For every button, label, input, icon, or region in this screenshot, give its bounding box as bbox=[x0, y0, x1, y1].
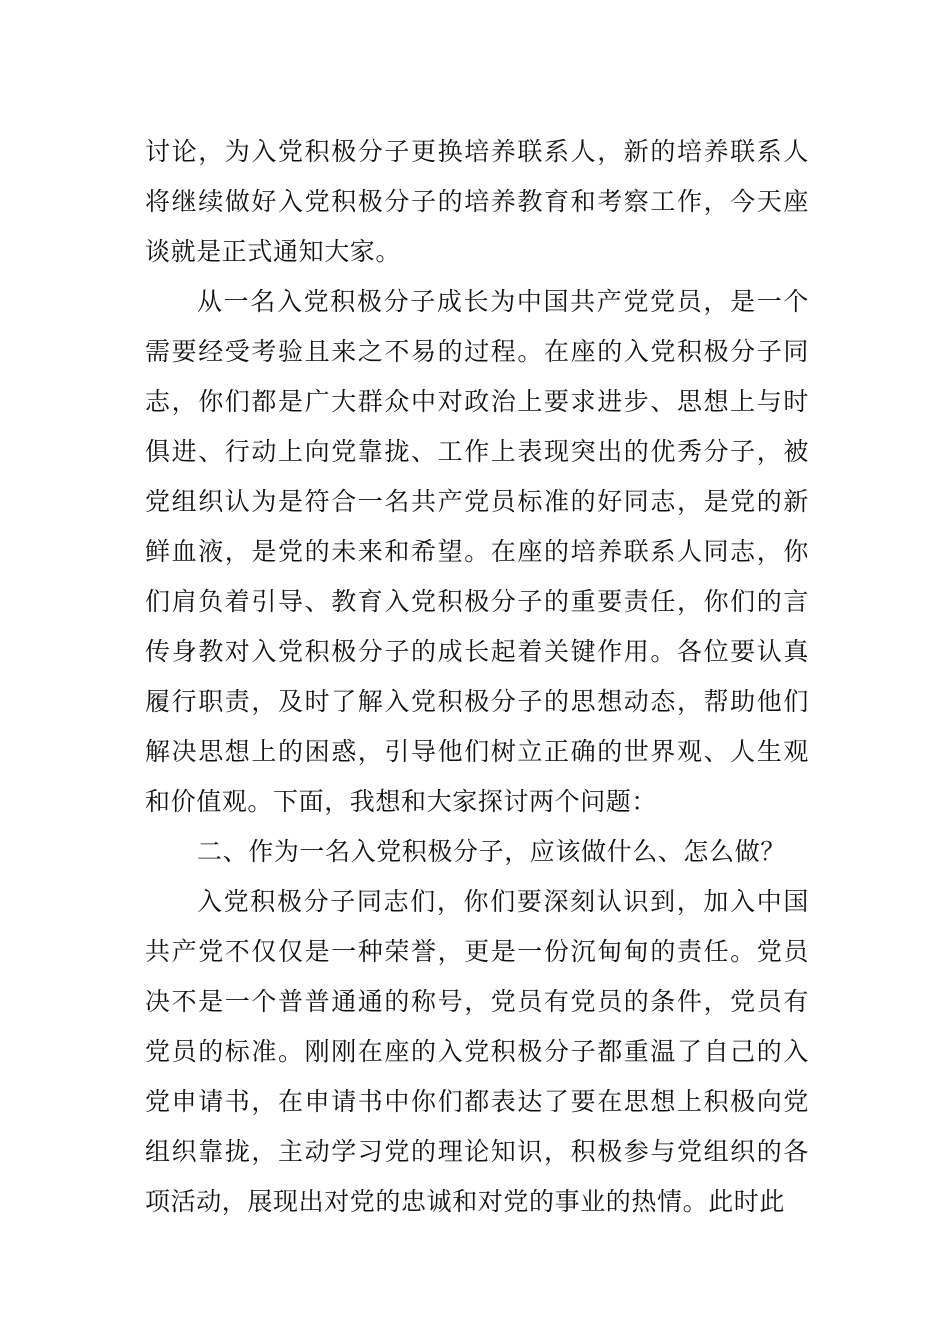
paragraph-activist-growth: 从一名入党积极分子成长为中国共产党党员，是一个需要经受考验且来之不易的过程。在座的入党积极分子同志，你们都是广大群众中对政治上要求进步、思想上与时俱进、行动上向党靠拢、工作上表现突出的优秀分子，被党组织认为是符合一名共产党员标准的好同志，是党的新鲜血液，是党的未来和希望。在座的培养联系人同志，你们肩负着引导、教育入党积极分子的重要责任，你们的言传身教对入党积极分子的成长起着关键作用。各位要认真履行职责，及时了解入党积极分子的思想动态，帮助他们解决思想上的困惑，引导他们树立正确的世界观、人生观和价值观。下面，我想和大家探讨两个问题： bbox=[145, 287, 809, 816]
paragraph-continued-discussion: 讨论，为入党积极分子更换培养联系人，新的培养联系人将继续做好入党积极分子的培养教育和考察工作，今天座谈就是正式通知大家。 bbox=[145, 137, 809, 266]
document-page bbox=[145, 127, 809, 1227]
paragraph-responsibility: 入党积极分子同志们，你们要深刻认识到，加入中国共产党不仅仅是一种荣誉，更是一份沉甸甸的责任。党员决不是一个普普通通的称号，党员有党员的条件，党员有党员的标准。刚刚在座的入党积极分子都重温了自己的入党申请书，在申请书中你们都表达了要在思想上积极向党组织靠拢，主动学习党的理论知识，积极参与党组织的各项活动，展现出对党的忠诚和对党的事业的热情。此时此 bbox=[145, 887, 809, 1216]
section-heading-what-to-do: 二、作为一名入党积极分子，应该做什么、怎么做？ bbox=[197, 837, 786, 866]
